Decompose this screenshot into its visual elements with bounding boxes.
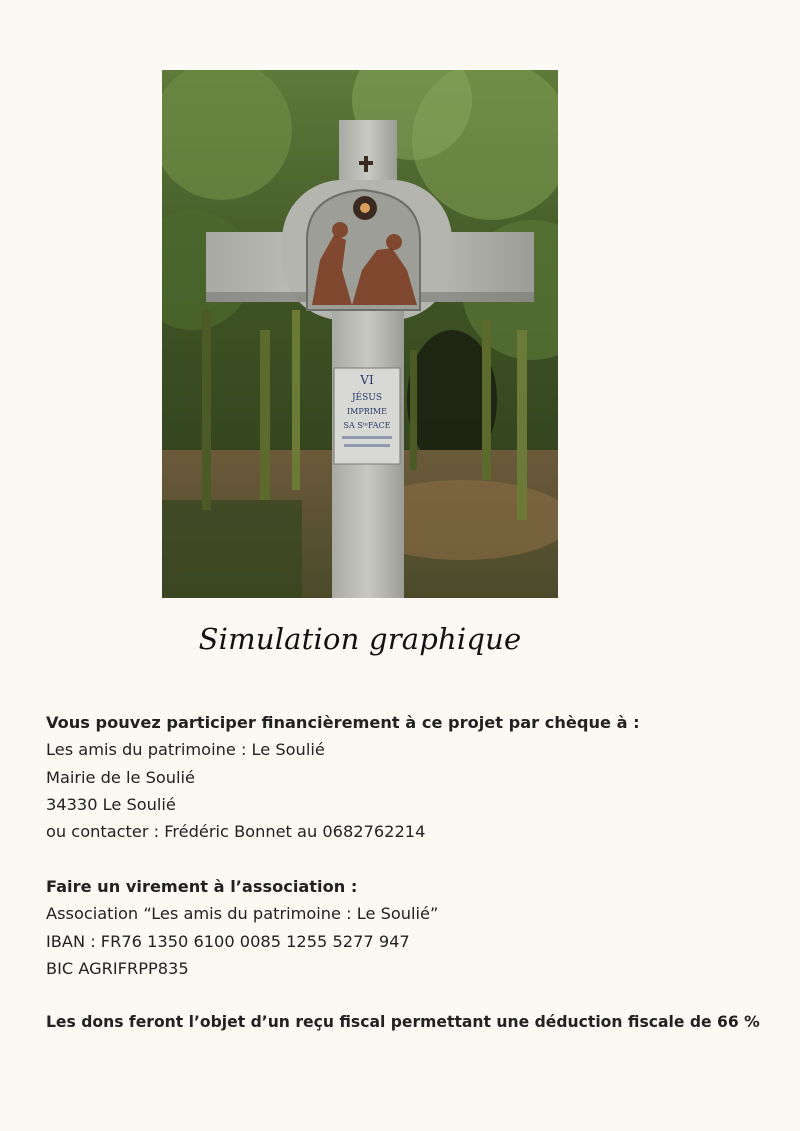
bic-line: BIC AGRIFRPP835	[46, 958, 189, 978]
plaque-line: IMPRIME	[347, 407, 387, 416]
plaque-numeral: VI	[360, 373, 374, 387]
contact-line: ou contacter : Frédéric Bonnet au 0682762214	[46, 822, 426, 842]
caption-text: Simulation graphique	[198, 622, 522, 656]
plaque-line: JÉSUS	[351, 393, 383, 403]
iban-line: IBAN : FR76 1350 6100 0085 1255 5277 947	[46, 931, 410, 951]
tax-section	[46, 1009, 760, 1036]
transfer-section	[46, 873, 438, 982]
plaque-line: SA SᵗᵉFACE	[343, 421, 391, 430]
cheque-section	[46, 709, 640, 845]
image-caption	[0, 622, 720, 656]
cheque-heading: Vous pouvez participer financièrement à ce projet par chèque à :	[46, 713, 640, 732]
transfer-line: Association “Les amis du patrimoine : Le Soulié”	[46, 904, 439, 924]
cheque-line: Les amis du patrimoine : Le Soulié	[46, 740, 325, 760]
transfer-heading: Faire un virement à l’association :	[46, 877, 358, 896]
cheque-line: 34330 Le Soulié	[46, 794, 176, 814]
cross-photo	[162, 70, 558, 598]
tax-note: Les dons feront l’objet d’un reçu fiscal permettant une déduction fiscale de 66 %	[46, 1013, 760, 1031]
cheque-line: Mairie de le Soulié	[46, 767, 196, 787]
